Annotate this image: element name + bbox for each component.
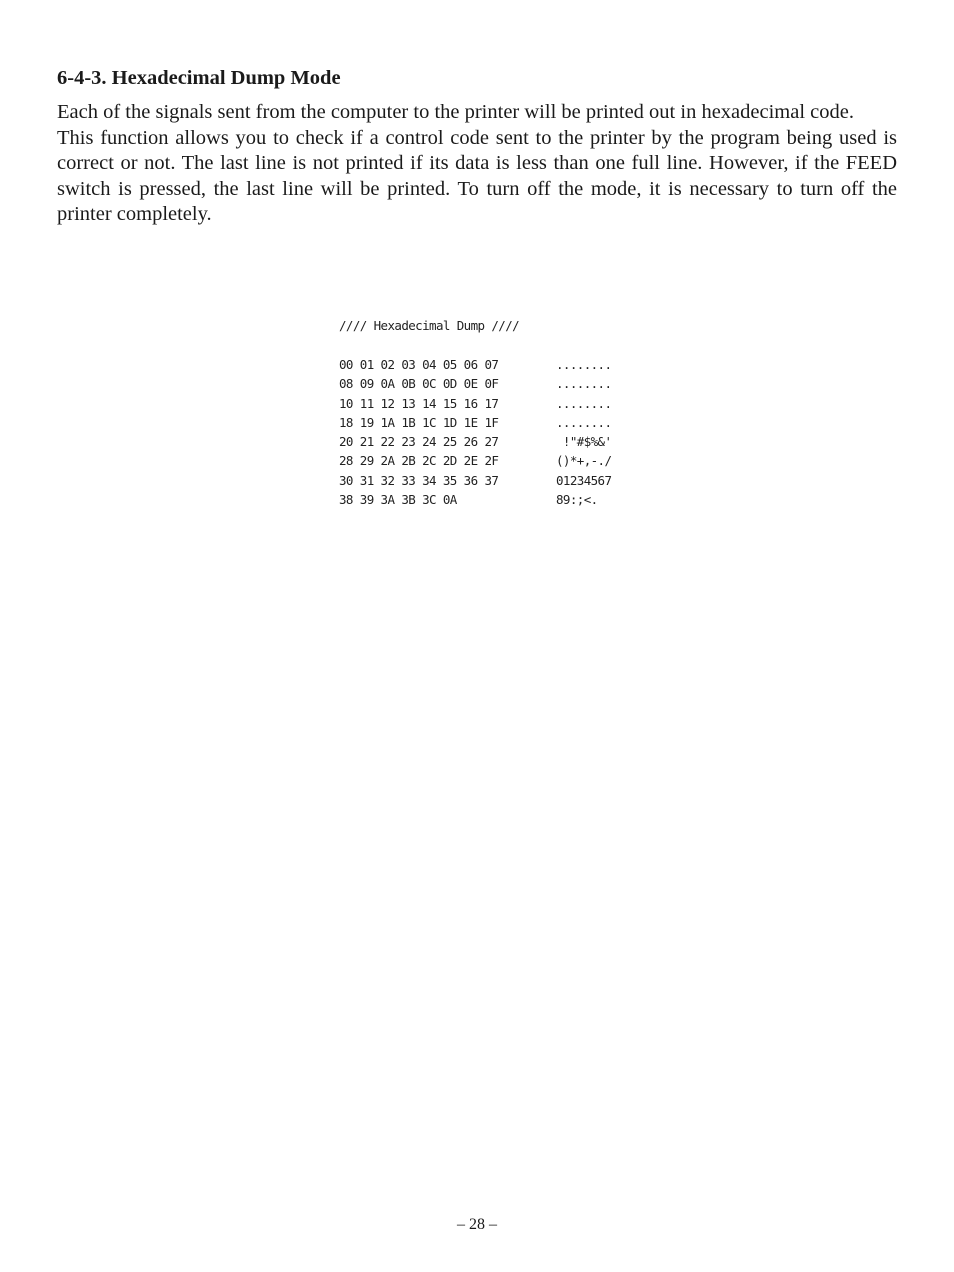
dump-row bbox=[339, 374, 612, 393]
dump-row bbox=[339, 355, 612, 374]
dump-ascii-chars: 01234567 bbox=[556, 472, 612, 488]
dump-hex-bytes: 38 39 3A 3B 3C 0A bbox=[339, 492, 457, 508]
dump-ascii-chars: ........ bbox=[556, 414, 612, 430]
dump-row bbox=[339, 394, 612, 413]
dump-hex-bytes: 30 31 32 33 34 35 36 37 bbox=[339, 472, 499, 488]
dump-ascii-chars: ........ bbox=[556, 395, 612, 411]
paragraph-function: This function allows you to check if a control code sent to the printer by the program being used is correct or not. The last line is not printed if its data is less than one full line. However, if the FEED switch is pressed, the last line will be printed. To turn off the mode, it is necessary to turn off the printer completely. bbox=[57, 126, 897, 226]
dump-ascii-chars: ........ bbox=[556, 357, 612, 372]
hex-dump-printout bbox=[339, 316, 612, 509]
dump-row bbox=[339, 432, 612, 451]
dump-row bbox=[339, 413, 612, 432]
section-heading: 6-4-3. Hexadecimal Dump Mode bbox=[57, 67, 341, 89]
dump-hex-bytes: 18 19 1A 1B 1C 1D 1E 1F bbox=[339, 414, 499, 430]
dump-hex-bytes: 10 11 12 13 14 15 16 17 bbox=[339, 395, 499, 411]
dump-ascii-chars: ()*+,-./ bbox=[556, 453, 612, 469]
dump-hex-bytes: 20 21 22 23 24 25 26 27 bbox=[339, 434, 499, 450]
page-number: – 28 – bbox=[457, 1216, 497, 1233]
dump-row bbox=[339, 471, 612, 490]
dump-hex-bytes: 08 09 0A 0B 0C 0D 0E 0F bbox=[339, 376, 499, 392]
dump-row bbox=[339, 451, 612, 470]
paragraph-intro: Each of the signals sent from the computer to the printer will be printed out in hexadecimal code. bbox=[57, 101, 854, 123]
section-body bbox=[57, 100, 897, 228]
dump-ascii-chars: ........ bbox=[556, 376, 612, 392]
dump-ascii-chars: !"#$%&' bbox=[556, 434, 612, 450]
dump-ascii-chars: 89:;<. bbox=[556, 492, 598, 508]
dump-hex-bytes: 28 29 2A 2B 2C 2D 2E 2F bbox=[339, 453, 499, 469]
printout-title: //// Hexadecimal Dump //// bbox=[339, 318, 520, 333]
printout-spacer bbox=[339, 336, 519, 355]
dump-rows bbox=[339, 355, 612, 509]
dump-hex-bytes: 00 01 02 03 04 05 06 07 bbox=[339, 357, 499, 372]
dump-row bbox=[339, 490, 598, 509]
